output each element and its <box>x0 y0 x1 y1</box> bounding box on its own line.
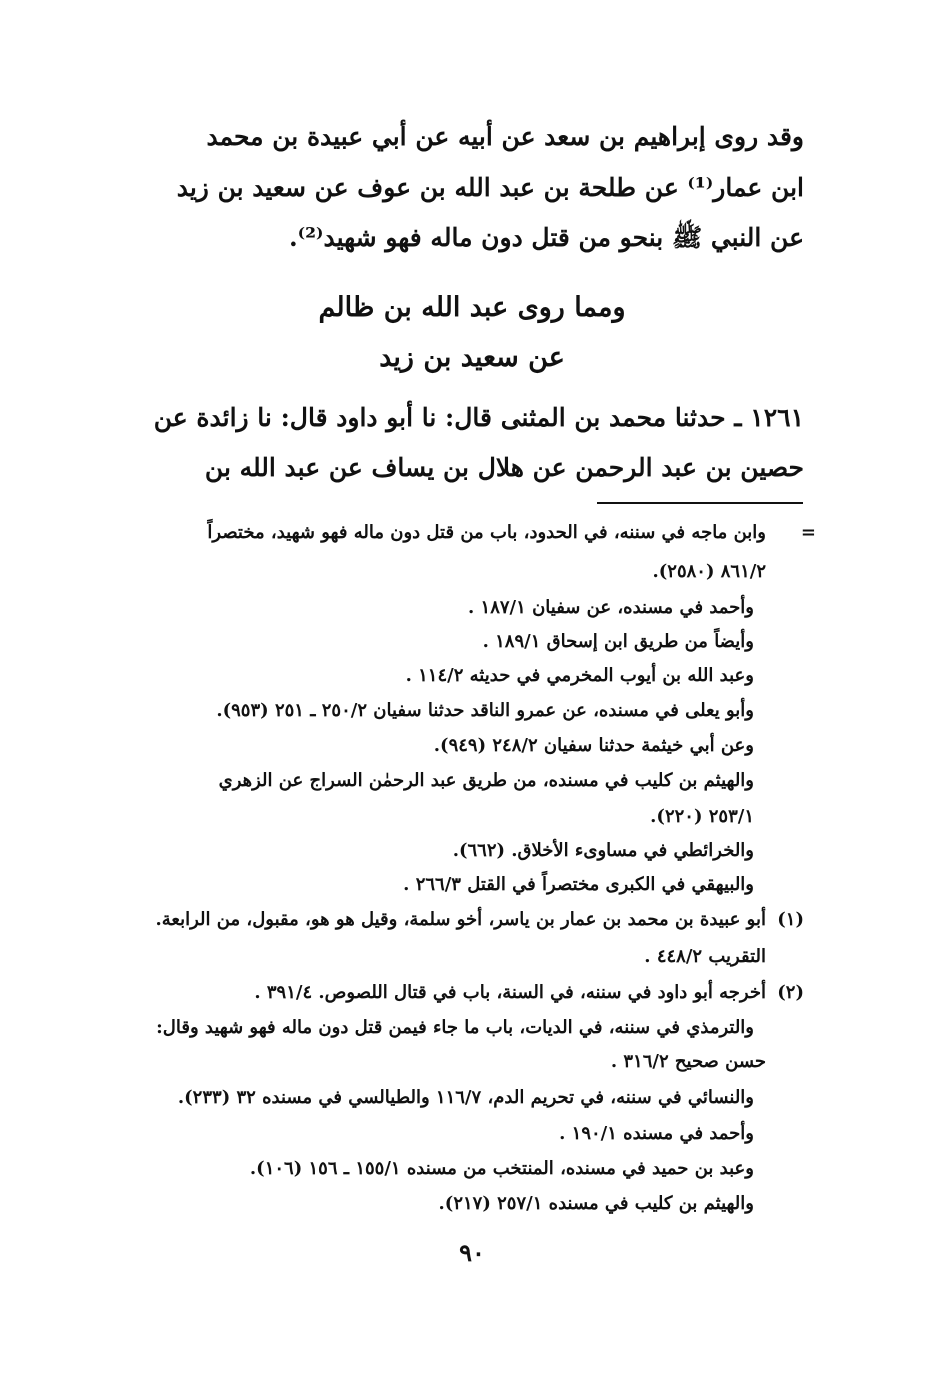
footnote-line: ٨٦١/٢ (٢٥٨٠). <box>652 561 766 582</box>
section-heading-line: عن سعيد بن زيد <box>379 342 565 373</box>
footnote-1-marker: (١) <box>777 909 804 930</box>
footnote-line: ٢٥٣/١ (٢٢٠). <box>650 806 754 827</box>
hadith-line: ١٢٦١ ـ حدثنا محمد بن المثنى قال: نا أبو داود قال: نا زائدة عن <box>153 403 804 432</box>
footnote-separator <box>597 502 803 504</box>
footnote-line: وعبد الله بن أيوب المخرمي في حديثه ١١٤/٢ . <box>405 665 754 686</box>
footnote-line: والهيثم بن كليب في مسنده، من طريق عبد الرحمٰن السراج عن الزهري <box>218 770 754 791</box>
footnote-2-line: والترمذي في سننه، في الديات، باب ما جاء فيمن قتل دون ماله فهو شهيد وقال: <box>156 1017 754 1038</box>
footnote-line: وعن أبي خيثمة حدثنا سفيان ٢٤٨/٢ (٩٤٩). <box>433 735 754 756</box>
footnote-line: والخرائطي في مساوىء الأخلاق. (٦٦٢). <box>452 840 754 861</box>
footnote-line: والبيهقي في الكبرى مختصراً في القتل ٢٦٦/٣ . <box>403 874 754 895</box>
footnote-line: وابن ماجه في سننه، في الحدود، باب من قتل دون ماله فهو شهيد، مختصراً <box>207 522 766 543</box>
page-number: ٩٠ <box>459 1238 485 1267</box>
main-paragraph-line: عن النبي ﷺ بنحو من قتل دون ماله فهو شهيد⁽²⁾. <box>288 223 804 252</box>
footnote-2-line: والهيثم بن كليب في مسنده ٢٥٧/١ (٢١٧). <box>438 1193 754 1214</box>
main-paragraph-line: ابن عمار⁽¹⁾ عن طلحة بن عبد الله بن عوف عن سعيد بن زيد <box>176 173 804 202</box>
footnote-2-line: والنسائي في سننه، في تحريم الدم، ١١٦/٧ والطيالسي في مسنده ٣٢ (٢٣٣). <box>177 1087 754 1108</box>
footnote-line: وأحمد في مسنده، عن سفيان ١٨٧/١ . <box>468 597 754 618</box>
footnote-line: وأبو يعلى في مسنده، عن عمرو الناقد حدثنا سفيان ٢٥٠/٢ ـ ٢٥١ (٩٥٣). <box>216 700 754 721</box>
footnote-2-marker: (٢) <box>777 982 804 1003</box>
footnote-continuation-marker: = <box>800 522 816 543</box>
main-paragraph-line: وقد روى إبراهيم بن سعد عن أبيه عن أبي عبيدة بن محمد <box>206 122 804 151</box>
footnote-line: وأيضاً من طريق ابن إسحاق ١٨٩/١ . <box>482 631 754 652</box>
footnote-2-line: أخرجه أبو داود في سننه، في السنة، باب في قتال اللصوص. ٣٩١/٤ . <box>254 982 766 1003</box>
footnote-2-line: وأحمد في مسنده ١٩٠/١ . <box>559 1123 754 1144</box>
footnote-1-line: التقريب ٤٤٨/٢ . <box>644 946 766 967</box>
section-heading-line: ومما روى عبد الله بن ظالم <box>318 292 626 323</box>
footnote-2-line: حسن صحيح ٣١٦/٢ . <box>610 1051 766 1072</box>
hadith-line: حصين بن عبد الرحمن عن هلال بن يساف عن عبد الله بن <box>204 453 804 482</box>
footnote-1-line: أبو عبيدة بن محمد بن عمار بن ياسر، أخو سلمة، وقيل هو هو، مقبول، من الرابعة. <box>155 909 766 930</box>
footnote-2-line: وعبد بن حميد في مسنده، المنتخب من مسنده ١٥٥/١ ـ ١٥٦ (١٠٦). <box>249 1158 754 1179</box>
